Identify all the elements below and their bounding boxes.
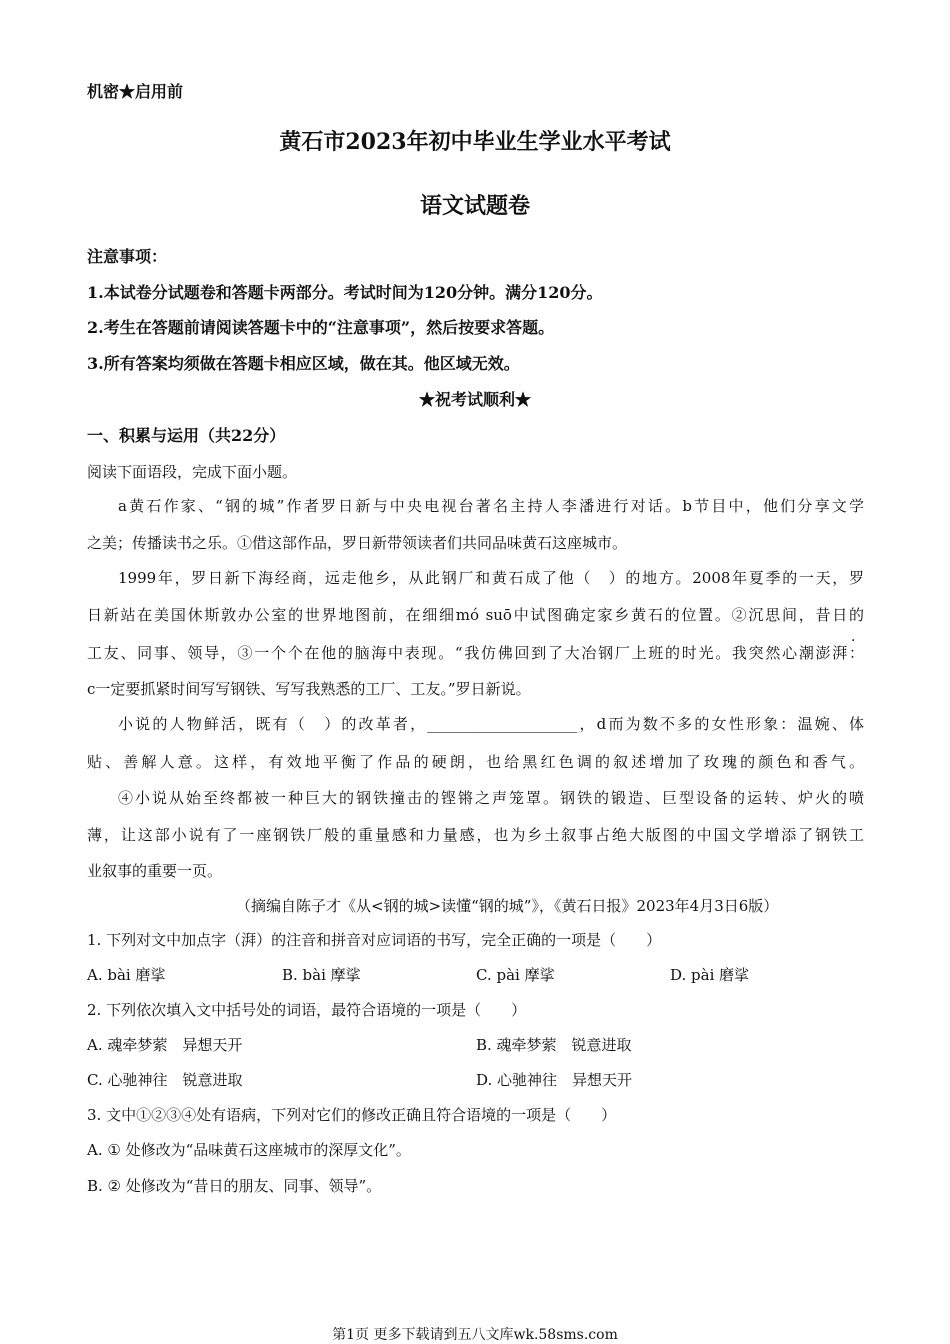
option-b: B. ② 处修改为“昔日的朋友、同事、领导”。 [87,1177,382,1195]
option-a: A. ① 处修改为“品味黄石这座城市的深厚文化”。 [87,1141,411,1159]
passage-line: 贴、善解人意。这样，有效地平衡了作品的硬朗，也给黑红色调的叙述增加了玫瑰的颜色和香气。 [87,753,864,771]
notes-heading: 注意事项： [87,247,168,266]
passage-line: c一定要抓紧时间写写钢铁、写写我熟悉的工厂、工友。”罗日新说。 [87,680,531,698]
section-intro: 阅读下面语段，完成下面小题。 [87,463,298,481]
option-d: D. pài 磨挲 [670,966,750,984]
note-item: 3.所有答案均须做在答题卡相应区域，做在其。他区域无效。 [87,354,520,373]
confidential-label: 机密★启用前 [87,82,184,101]
section-heading: 一、积累与运用（共22分） [87,426,286,445]
option-c: C. pài 摩挲 [476,966,555,984]
page-footer: 第1页 更多下载请到五八文库wk.58sms.com [332,1327,618,1343]
passage-line: 小说的人物鲜活，既有（ ）的改革者，____________________，d而为数不多的女性形象：温婉、体 [118,715,864,733]
passage-line: 工友、同事、领导，③一个个在他的脑海中表现。“我仿佛回到了大冶钢厂上班的时光。我突然心潮澎湃： [87,644,864,662]
passage-line: 之美；传播读书之乐。①借这部作品，罗日新带领读者们共同品味黄石这座城市。 [87,534,628,552]
option-a: A. bài 磨挲 [87,966,166,984]
option-b: B. 魂牵梦萦 锐意进取 [476,1036,632,1054]
passage-line: a黄石作家、“钢的城”作者罗日新与中央电视台著名主持人李潘进行对话。b节目中，他们分享文学 [118,497,864,515]
passage-line: 日新站在美国休斯敦办公室的世界地图前，在细细mó suō中试图确定家乡黄石的位置。②沉思间，昔日的 [87,606,864,624]
note-item: 1.本试卷分试题卷和答题卡两部分。考试时间为120分钟。满分120分。 [87,283,603,302]
option-a: A. 魂牵梦萦 异想天开 [87,1036,243,1054]
question-stem: 3. 文中①②③④处有语病，下列对它们的修改正确且符合语境的一项是（ ） [87,1106,617,1124]
question-stem: 2. 下列依次填入文中括号处的词语，最符合语境的一项是（ ） [87,1001,527,1019]
passage-line: 1999年，罗日新下海经商，远走他乡，从此钢厂和黄石成了他（ ）的地方。2008年夏季的一天，罗 [118,569,864,587]
option-c: C. 心驰神往 锐意进取 [87,1071,243,1089]
passage-line: 业叙事的重要一页。 [87,862,223,880]
good-luck-line: ★祝考试顺利★ [418,390,531,409]
passage-line: 薄，让这部小说有了一座钢铁厂般的重量感和力量感，也为乡土叙事占绝大版图的中国文学增添了钢铁工 [87,826,864,844]
question-stem: 1. 下列对文中加点字（湃）的注音和拼音对应词语的书写，完全正确的一项是（ ） [87,931,662,949]
emphasis-dot: . [851,629,856,645]
passage-source: （摘编自陈子才《从<钢的城>读懂“钢的城”》，《黄石日报》2023年4月3日6版） [236,897,779,915]
passage-line: ④小说从始至终都被一种巨大的钢铁撞击的铿锵之声笼罩。钢铁的锻造、巨型设备的运转、炉火的喷 [118,789,864,807]
option-b: B. bài 摩挲 [282,966,361,984]
exam-title: 黄石市2023年初中毕业生学业水平考试 [279,129,671,155]
paper-subtitle: 语文试题卷 [419,193,530,219]
option-d: D. 心驰神往 异想天开 [476,1071,633,1089]
note-item: 2.考生在答题前请阅读答题卡中的“注意事项”，然后按要求答题。 [87,318,555,337]
